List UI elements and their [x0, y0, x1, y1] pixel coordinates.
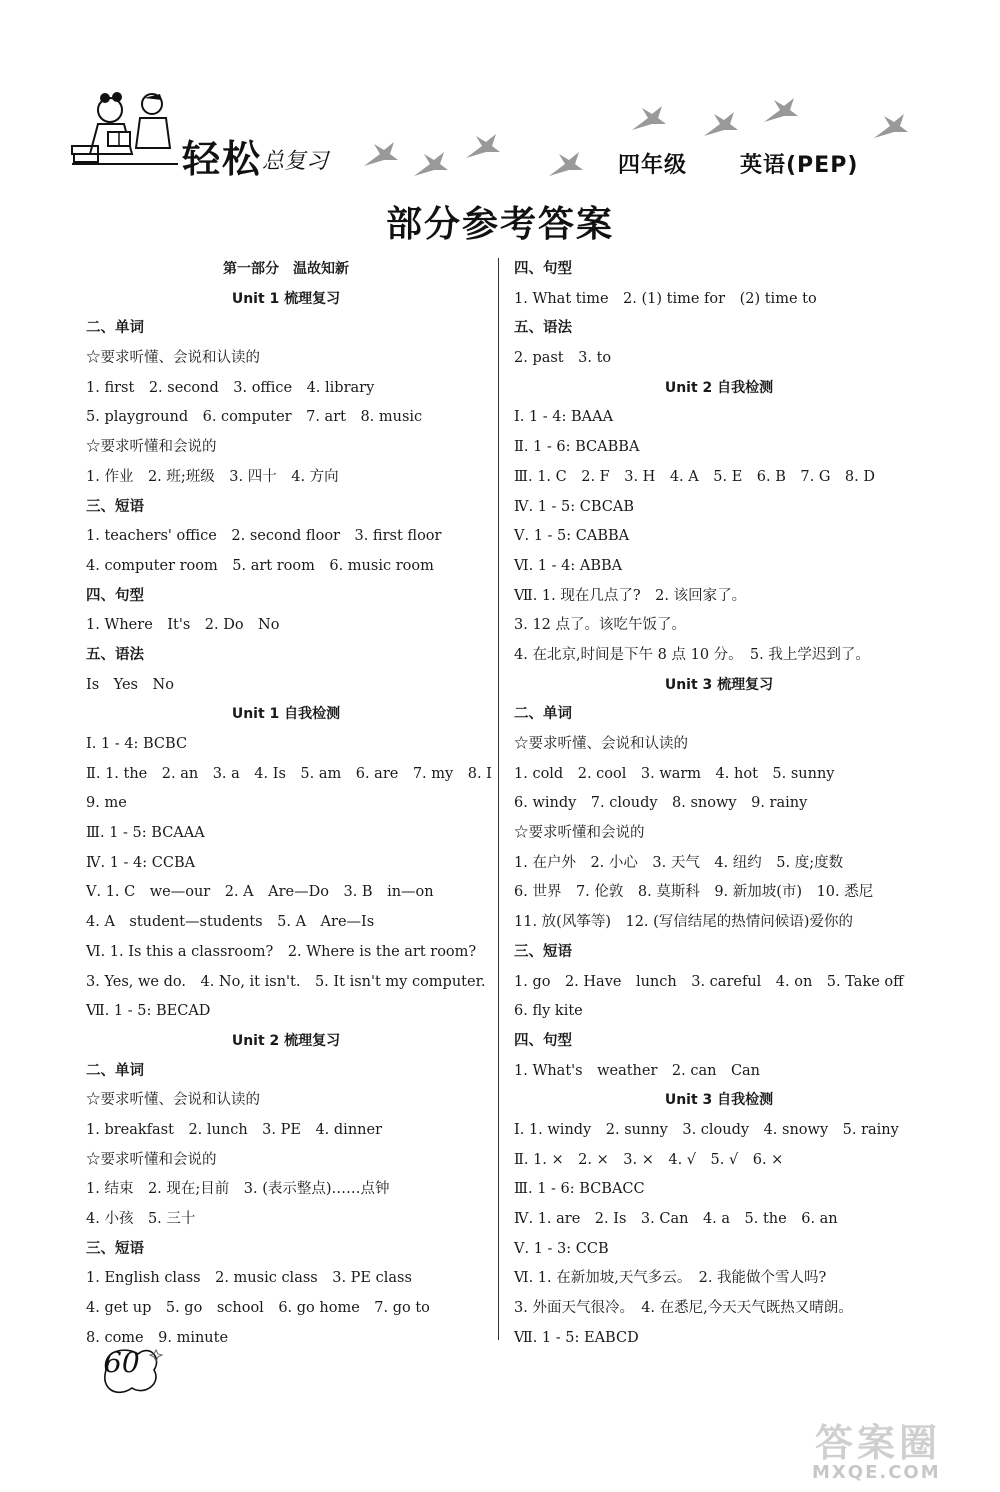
subsection-heading: 五、语法 — [86, 646, 144, 663]
answer-line: Ⅵ. 1. Is this a classroom? 2. Where is the art room? — [86, 943, 477, 960]
answer-line: 4. get up 5. go school 6. go home 7. go to — [86, 1300, 430, 1317]
watermark-logo: 答案圈 — [815, 1421, 942, 1465]
answer-line: ☆要求听懂、会说和认读的 — [514, 736, 688, 752]
answer-line: 4. 在北京,时间是下午 8 点 10 分。 5. 我上学迟到了。 — [514, 646, 870, 663]
answer-line: Ⅳ. 1 - 5: CBCAB — [514, 498, 635, 515]
watermark-url: MXQE.COM — [812, 1462, 941, 1483]
answer-line: 1. teachers' office 2. second floor 3. first floor — [86, 528, 442, 545]
subsection-heading: 三、短语 — [514, 943, 572, 960]
answer-line: 3. Yes, we do. 4. No, it isn't. 5. It isn't my computer. — [86, 973, 486, 990]
book-logo-subtitle: 总复习 — [262, 149, 329, 174]
answer-line: Ⅲ. 1 - 5: BCAAA — [86, 825, 205, 842]
leaf-icon — [410, 150, 450, 180]
answer-line: 1. go 2. Have lunch 3. careful 4. on 5. Take off — [514, 973, 904, 990]
answer-line: 1. cold 2. cool 3. warm 4. hot 5. sunny — [514, 765, 835, 782]
answer-line: 1. What's weather 2. can Can — [514, 1062, 761, 1079]
answers-left-column — [86, 255, 492, 1353]
answer-line: Ⅰ. 1 - 4: BCBC — [86, 736, 188, 752]
answer-line: ☆要求听懂和会说的 — [86, 439, 217, 456]
section-heading: Unit 3 自我检测 — [664, 1092, 774, 1109]
subsection-heading: 三、短语 — [86, 1240, 144, 1257]
answer-line: 4. 小孩 5. 三十 — [86, 1211, 196, 1227]
answer-line: ☆要求听懂和会说的 — [514, 825, 645, 842]
answer-line: 1. English class 2. music class 3. PE class — [86, 1270, 412, 1287]
answer-line: 6. fly kite — [514, 1003, 583, 1020]
leaf-icon — [700, 110, 740, 140]
answer-line: ☆要求听懂、会说和认读的 — [86, 350, 260, 367]
answer-line: Ⅰ. 1 - 4: BAAA — [514, 409, 614, 426]
subsection-heading: 四、句型 — [514, 261, 572, 277]
answer-line: ☆要求听懂和会说的 — [86, 1151, 217, 1168]
answer-line: 1. Where It's 2. Do No — [86, 617, 280, 634]
answer-line: Ⅲ. 1. C 2. F 3. H 4. A 5. E 6. B 7. G 8. D — [514, 468, 875, 485]
answer-line: 5. playground 6. computer 7. art 8. music — [86, 409, 423, 426]
answer-line: Ⅴ. 1 - 3: CCB — [514, 1240, 609, 1257]
answer-line: 6. windy 7. cloudy 8. snowy 9. rainy — [514, 795, 808, 812]
subsection-heading: 四、句型 — [514, 1032, 572, 1049]
answer-line: Ⅰ. 1. windy 2. sunny 3. cloudy 4. snowy 5. rainy — [514, 1121, 899, 1138]
leaf-icon — [628, 104, 668, 134]
answer-line: Ⅱ. 1 - 6: BCABBA — [514, 439, 640, 456]
column-divider — [498, 258, 499, 1340]
answer-line: Ⅱ. 1. the 2. an 3. a 4. Is 5. am 6. are 7. my 8. I — [86, 765, 492, 782]
answer-line: 6. 世界 7. 伦敦 8. 莫斯科 9. 新加坡(市) 10. 悉尼 — [514, 884, 874, 901]
page-title: 部分参考答案 — [385, 204, 614, 245]
answer-line: Ⅵ. 1 - 4: ABBA — [514, 557, 623, 574]
answer-line: Ⅳ. 1. are 2. Is 3. Can 4. a 5. the 6. an — [514, 1211, 838, 1227]
answer-line: Ⅱ. 1. × 2. × 3. × 4. √ 5. √ 6. × — [514, 1151, 784, 1168]
answer-line: 8. come 9. minute — [86, 1329, 229, 1346]
answer-line: 2. past 3. to — [514, 350, 612, 367]
subject-label: 英语(PEP) — [740, 153, 859, 178]
answer-line: Ⅴ. 1 - 5: CABBA — [514, 528, 630, 545]
answer-line: Ⅵ. 1. 在新加坡,天气多云。 2. 我能做个雪人吗? — [514, 1270, 827, 1287]
section-heading: Unit 2 自我检测 — [664, 379, 774, 396]
leaf-icon — [462, 132, 502, 162]
answer-line: 1. What time 2. (1) time for (2) time to — [514, 290, 817, 307]
leaf-icon — [870, 112, 910, 142]
page-number: 60 — [104, 1346, 140, 1379]
children-reading-illustration — [70, 88, 180, 168]
answer-line: Ⅶ. 1 - 5: BECAD — [86, 1003, 211, 1020]
answer-line: Ⅶ. 1. 现在几点了? 2. 该回家了。 — [514, 587, 747, 604]
leaf-icon — [545, 150, 585, 180]
answer-line: Ⅳ. 1 - 4: CCBA — [86, 854, 196, 871]
answer-line: 3. 外面天气很冷。 4. 在悉尼,今天天气既热又晴朗。 — [514, 1300, 853, 1317]
answer-line: 1. 结束 2. 现在;目前 3. (表示整点)……点钟 — [86, 1181, 390, 1198]
section-heading: Unit 3 梳理复习 — [664, 676, 774, 693]
answer-line: 1. 作业 2. 班;班级 3. 四十 4. 方向 — [86, 468, 339, 485]
answer-line: 1. 在户外 2. 小心 3. 天气 4. 纽约 5. 度;度数 — [514, 854, 844, 871]
book-logo-title: 轻松 — [182, 137, 263, 181]
answer-line: 4. computer room 5. art room 6. music room — [86, 557, 434, 574]
section-heading: Unit 1 自我检测 — [231, 706, 341, 723]
answer-line: Ⅶ. 1 - 5: EABCD — [514, 1329, 639, 1346]
subsection-heading: 四、句型 — [86, 587, 144, 604]
subsection-heading: 三、短语 — [86, 498, 144, 515]
section-heading: Unit 1 梳理复习 — [231, 290, 341, 307]
answer-line: 1. first 2. second 3. office 4. library — [86, 379, 375, 396]
answers-right-column — [514, 255, 924, 1353]
answer-line: Ⅲ. 1 - 6: BCBACC — [514, 1181, 645, 1198]
answer-line: 11. 放(风筝等) 12. (写信结尾的热情问候语)爱你的 — [514, 914, 853, 931]
subsection-heading: 五、语法 — [514, 320, 572, 337]
section-heading: Unit 2 梳理复习 — [231, 1032, 341, 1049]
subsection-heading: 二、单词 — [86, 320, 144, 337]
answer-line: 3. 12 点了。该吃午饭了。 — [514, 617, 687, 634]
subsection-heading: 二、单词 — [86, 1062, 144, 1079]
leaf-icon — [360, 140, 400, 170]
answer-line: 9. me — [86, 795, 127, 812]
page-header — [0, 0, 1000, 200]
answer-line: Ⅴ. 1. C we—our 2. A Are—Do 3. B in—on — [86, 884, 434, 901]
leaf-icon — [760, 96, 800, 126]
answer-line: Is Yes No — [86, 676, 174, 693]
answer-line: 4. A student—students 5. A Are—Is — [86, 914, 375, 931]
subsection-heading: 二、单词 — [514, 706, 572, 723]
answer-line: ☆要求听懂、会说和认读的 — [86, 1092, 260, 1109]
answer-line: 1. breakfast 2. lunch 3. PE 4. dinner — [86, 1121, 383, 1138]
grade-label: 四年级 — [618, 153, 688, 178]
section-heading: 第一部分 温故知新 — [223, 261, 349, 277]
